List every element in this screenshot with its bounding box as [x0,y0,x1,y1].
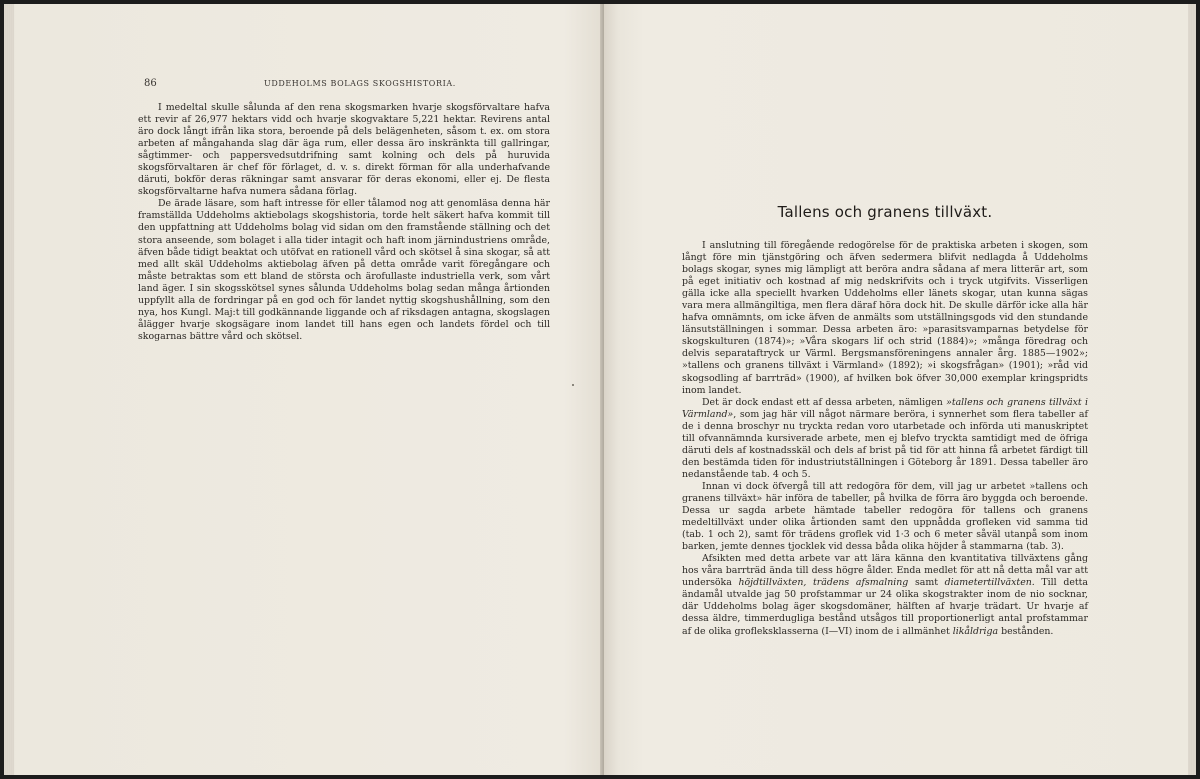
book-spread [4,4,1196,775]
right-page-body [682,240,1088,638]
left-page [4,4,604,775]
paragraph: Innan vi dock öfvergå till att redogöra för dem, vill jag ur arbetet »tallens och granens tillväxt» här införa de tabeller, på hvilka de förra äro byggda och beroende. Dessa ur sagda arbete hämtade tabeller redogöra för tallens och granens medeltillväxt under olika årtionden samt den uppnådda grofleken vid samma tid (tab. 1 och 2), samt för trädens groflek vid 1·3 och 6 meter såväl utanpå som inom barken, jemte dennes tjocklek vid dessa båda olika höjder å stammarna (tab. 3). [682,480,1088,553]
paper-speck [572,384,574,386]
italic-text: likåldriga [952,625,999,637]
paragraph: I anslutning till föregående redogörelse för de praktiska arbeten i skogen, som långt före min tjänstgöring och äfven sedermera blifvit nedlagda å Uddeholms bolags skogar, synes mig lämpligt att beröra andra sådana af mera litterär art, som på eget initiativ och kostnad af mig nedskrifvits och i tryck utgifvits. Visserligen gälla icke alla speciellt hvarken Uddeholms eller länets skogar, utan kunna sägas vara mera allmängiltiga, men flera däraf höra dock hit. De skulle därför icke alla här hafva omnämnts, om icke äfven de anmälts som utställningsgods vid den stundande länsutställningen i sommar. Dessa arbeten äro: »parasitsvamparnas betydelse för skogskulturen (1874)»; »Våra skogars lif och strid (1884)»; »många föredrag och delvis separataftryck ur Värml. Bergsmansföreningens annaler årg. 1885—1902»; »tallens och granens tillväxt i Värmland» (1892); »i skogsfrågan» (1901); »råd vid skogsodling af barrträd» (1900), af hvilken bok öfver 30,000 exemplar kringspridts inom landet. [682,240,1088,396]
left-page-body [138,102,550,343]
italic-text: »tallens och granens tillväxt i Värmland» [682,396,1088,420]
italic-text: diametertillväxten. [944,577,1035,589]
chapter-title: Tallens och granens tillväxt. [777,203,993,221]
page-number: 86 [144,78,157,89]
italic-text: höjdtillväxten, trädens afsmalning [738,577,909,589]
running-head-title: UDDEHOLMS BOLAGS SKOGSHISTORIA. [264,79,456,88]
left-page-edge [4,4,14,775]
right-page [604,4,1196,775]
right-page-edge [1188,4,1196,775]
paragraph: I medeltal skulle sålunda af den rena skogsmarken hvarje skogsförvaltare hafva ett revir af 26,977 hektars vidd och hvarje skogvaktare 5,221 hektar. Revirens antal äro dock långt ifrån lika stora, beroende på dels belägenheten, såsom t. ex. om stora arbeten af mångahanda slag där äga rum, eller dessa äro inskränkta till gallringar, sågtimmer- och pappersvedsutdrifning samt kolning och dels på huruvida skogsförvaltaren är chef för förlaget, d. v. s. direkt förman för alla underhafvande däruti, bokför deras räkningar samt ansvarar för deras ekonomi, eller ej. De flesta skogsförvaltarne hafva numera sådana förlag. [138,102,550,198]
paragraph: De ärade läsare, som haft intresse för eller tålamod nog att genomläsa denna här framställda Uddeholms aktiebolags skogshistoria, torde helt säkert hafva kommit till den uppfattning att Uddeholms bolag vid sidan om den framstående ställning och det stora anseende, som bolaget i alla tider intagit och haft inom järnindustriens område, äfven både tidigt beaktat och utöfvat en rationell vård och skötsel å sina skogar, så att med allt skäl Uddeholms aktiebolag äfven på detta område varit föregångare och måste betraktas som ett bland de största och ärofullaste industriella verk, som vårt land äger. I sin skogsskötsel synes sålunda Uddeholms bolag sedan många årtionden uppfyllt alla de fordringar på en god och för landet nyttig skogshushållning, som den nya, hos Kungl. Maj:t till godkännande liggande och af riksdagen antagna, skogslagen ålägger hvarje skogsägare inom landet till hans egen och landets fördel och till skogarnas bättre vård och skötsel. [138,198,550,342]
paragraph: Afsikten med detta arbete var att lära känna den kvantitativa tillväxtens gång hos våra barrträd ända till dess högre ålder. Enda medlet för att nå detta mål var att undersöka höjdtillväxten, trädens afsmalning samt diametertillväxten. Till detta ändamål utvalde jag 50 profstammar ur 24 olika skogstrakter inom de nio socknar, där Uddeholms bolag äger skogsdomäner, hälften af hvarje trädart. Ur hvarje af dessa äldre, timmerdugliga bestånd utsågos till proportionerligt antal profstammar af de olika grofleksklasserna (I—VI) inom de i allmänhet likåldriga bestånden. [682,553,1088,637]
paragraph: Det är dock endast ett af dessa arbeten, nämligen »tallens och granens tillväxt i Värmland», som jag här vill något närmare beröra, i synnerhet som flera tabeller af de i denna broschyr nu tryckta redan voro utarbetade och införda uti manuskriptet till ofvannämnda kursiverade arbete, men ej blefvo tryckta samtidigt med de öfriga däruti dels af kostnadsskäl och dels af brist på tid för att hinna få arbetet färdigt till den bestämda tiden för industriutställningen i Göteborg år 1891. Dessa tabeller äro nedanstående tab. 4 och 5. [682,396,1088,480]
